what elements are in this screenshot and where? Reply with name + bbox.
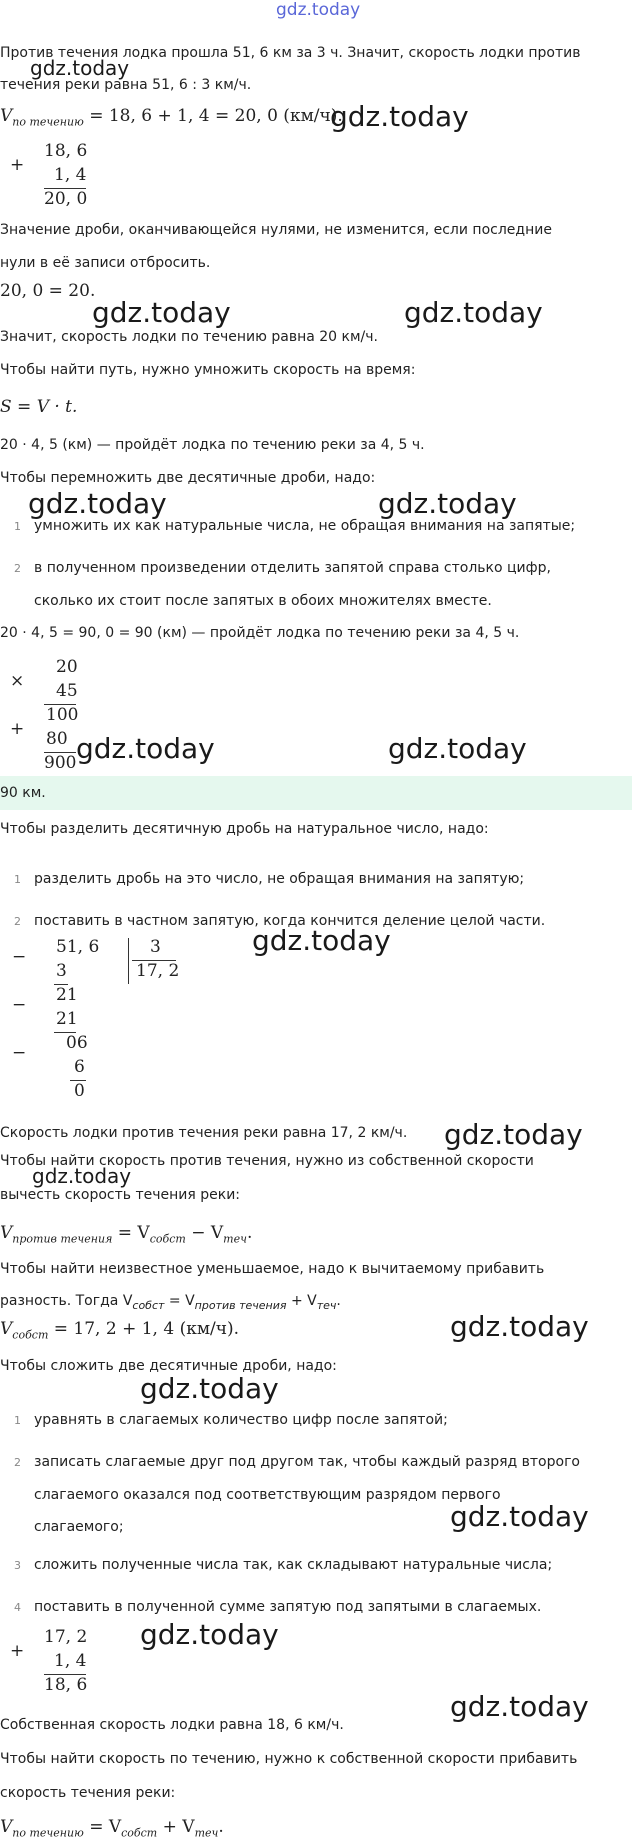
calc-step: 21 [56,985,78,1005]
watermark: gdz.today [76,732,215,765]
calc-result: 20, 0 [44,189,88,209]
calc-step: 6 [74,1057,85,1077]
answer-text: 90 км. [0,785,46,801]
text-line: Значит, скорость лодки по течению равна 20 км/ч. [0,329,378,345]
formula: разность. Тогда $V_{собст} = V_{против течения} + V_{теч}$. [0,1293,341,1312]
text-line: Скорость лодки против течения реки равна 17, 2 км/ч. [0,1125,408,1141]
list-number: 2 [14,915,21,928]
list-item: поставить в полученной сумме запятую под запятыми в слагаемых. [34,1599,542,1615]
calc-step: 3 [56,961,67,981]
calc-dividend: 51, 6 [56,937,100,957]
calc-operand: 1, 4 [54,165,87,185]
calc-result: 0 [74,1081,85,1101]
calc-divisor: 3 [150,937,161,957]
formula: S = V · t. [0,397,78,417]
calc-operand: 45 [56,681,78,701]
list-item: слагаемого; [34,1519,124,1535]
text-line: Чтобы перемножить две десятичные дроби, надо: [0,470,376,486]
text-line: 20 · 4, 5 (км) — пройдёт лодка по течению реки за 4, 5 ч. [0,437,425,453]
list-item: в полученном произведении отделить запятой справа столько цифр, [34,560,551,576]
watermark: gdz.today [450,1500,589,1533]
calc-sign: + [10,155,25,175]
watermark-top: gdz.today [276,0,361,20]
formula: $V_{по течению} = V_{собст} + V_{теч}$. [0,1817,224,1840]
calc-result: 18, 6 [44,1675,88,1695]
calc-sign: + [10,719,25,739]
watermark: gdz.today [404,296,543,329]
calc-sign: − [12,947,27,967]
list-number: 2 [14,562,21,575]
formula: $V_{против течения} = V_{собст} - V_{теч}$. [0,1223,253,1246]
text-line: Чтобы найти неизвестное уменьшаемое, надо к вычитаемому прибавить [0,1261,545,1277]
list-item: разделить дробь на это число, не обращая внимания на запятую; [34,871,525,887]
list-item: сложить полученные числа так, как складывают натуральные числа; [34,1557,553,1573]
list-number: 3 [14,1559,21,1572]
list-item: умножить их как натуральные числа, не обращая внимания на запятые; [34,518,576,534]
watermark: gdz.today [388,732,527,765]
text-line: Чтобы найти скорость против течения, нужно из собственной скорости [0,1153,534,1169]
watermark: gdz.today [32,1164,132,1188]
calc-step: 06 [66,1033,88,1053]
formula: $V_{по течению} = 18$, 6 + 1, 4 = 20, 0 (км/ч). [0,106,343,129]
calc-sign: − [12,1043,27,1063]
calc-partial: 80 [46,729,68,749]
watermark: gdz.today [140,1372,279,1405]
calc-operand: 20 [56,657,78,677]
calc-operand: 1, 4 [54,1651,87,1671]
calc-operand: 17, 2 [44,1627,88,1647]
text-line: Чтобы найти скорость по течению, нужно к собственной скорости прибавить [0,1751,578,1767]
watermark: gdz.today [28,487,167,520]
calc-operand: 18, 6 [44,141,88,161]
list-item: уравнять в слагаемых количество цифр после запятой; [34,1412,448,1428]
watermark: gdz.today [92,296,231,329]
watermark: gdz.today [450,1310,589,1343]
list-number: 2 [14,1456,21,1469]
formula: $V_{собст} = 17$, 2 + 1, 4 (км/ч). [0,1319,240,1342]
list-item: сколько их стоит после запятых в обоих множителях вместе. [34,593,492,609]
list-item: поставить в частном запятую, когда кончится деление целой части. [34,913,546,929]
list-number: 4 [14,1601,21,1614]
formula: 20, 0 = 20. [0,281,96,301]
answer-bar [0,776,632,810]
watermark: gdz.today [252,924,391,957]
calc-quotient: 17, 2 [136,961,180,981]
text-line: Чтобы найти путь, нужно умножить скорость на время: [0,362,416,378]
watermark: gdz.today [444,1118,583,1151]
list-number: 1 [14,1414,21,1427]
calc-step: 21 [56,1009,78,1029]
calc-sign: × [10,671,25,691]
calc-partial: 100 [46,705,79,725]
list-item: записать слагаемые друг под другом так, чтобы каждый разряд второго [34,1454,580,1470]
text-line: 20 · 4, 5 = 90, 0 = 90 (км) — пройдёт лодка по течению реки за 4, 5 ч. [0,625,520,641]
watermark: gdz.today [330,100,469,133]
calc-sign: − [12,995,27,1015]
text-line: течения реки равна 51, 6 : 3 км/ч. [0,77,252,93]
calc-sign: + [10,1641,25,1661]
watermark: gdz.today [450,1690,589,1723]
text-line: Значение дроби, оканчивающейся нулями, не изменится, если последние [0,222,552,238]
text-line: Против течения лодка прошла 51, 6 км за 3 ч. Значит, скорость лодки против [0,45,581,61]
text-line: скорость течения реки: [0,1785,176,1801]
list-number: 1 [14,873,21,886]
text-line: Чтобы сложить две десятичные дроби, надо: [0,1358,337,1374]
text-line: Собственная скорость лодки равна 18, 6 км/ч. [0,1717,344,1733]
list-number: 1 [14,520,21,533]
list-item: слагаемого оказался под соответствующим разрядом первого [34,1487,501,1503]
text-line: вычесть скорость течения реки: [0,1187,241,1203]
calc-result: 900 [44,753,77,773]
watermark: gdz.today [30,56,130,80]
watermark: gdz.today [140,1618,279,1651]
text-line: нули в её записи отбросить. [0,255,211,271]
watermark: gdz.today [378,487,517,520]
text-line: Чтобы разделить десятичную дробь на натуральное число, надо: [0,821,489,837]
